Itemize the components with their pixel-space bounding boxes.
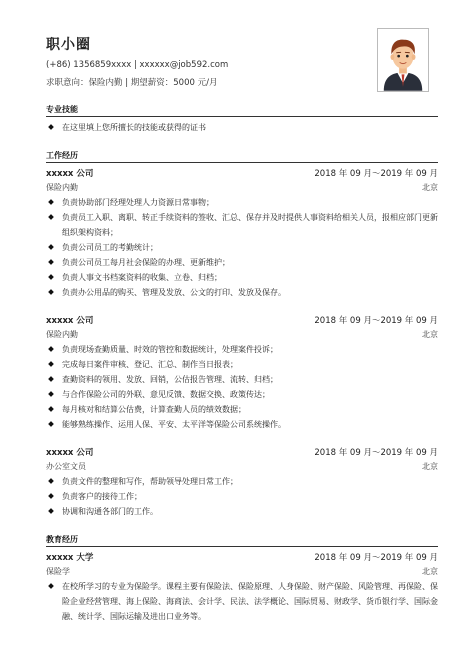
job-role: 办公室文员: [46, 462, 86, 471]
education-title: 教育经历: [46, 534, 438, 547]
company-name: xxxxx 公司: [46, 169, 94, 179]
duty-list: [46, 342, 438, 432]
work-period: 2018 年 09 月～2019 年 09 月: [314, 169, 438, 179]
work-entry-sub: [46, 181, 438, 194]
duty-item: 能够熟练操作、运用人保、平安、太平洋等保险公司系统操作。: [46, 417, 438, 432]
work-entry-header: [46, 314, 438, 328]
work-entry: [46, 314, 438, 432]
duty-item: 与合作保险公司的外联、意见反馈、数据交换、政策传达；: [46, 387, 438, 402]
job-role: 保险内勤: [46, 330, 78, 339]
profile-photo: [377, 28, 429, 92]
education-detail-item: 在校所学习的专业为保险学。课程主要有保险法、保险原理、人身保险、财产保险、风险管理、再保险、保险企业经营管理、海上保险、海商法、会计学、民法、法学概论、国际贸易、财政学、货币银行学、国际金融、统计学、国际运输及进出口业务等。: [46, 579, 438, 624]
duty-item: 每月核对和结算公估费，计算查勤人员的绩效数据；: [46, 402, 438, 417]
skills-section: [46, 104, 438, 135]
education-entry-header: [46, 551, 438, 565]
job-location: 北京: [422, 183, 438, 192]
skill-item: 在这里填上您所擅长的技能或获得的证书: [46, 120, 438, 135]
candidate-name: 职小圈: [46, 37, 91, 53]
work-entry: [46, 167, 438, 300]
duty-item: 负责办公用品的购买、管理及发放、公文的打印、发放及保存。: [46, 285, 438, 300]
job-location: 北京: [422, 462, 438, 471]
duty-item: 负责人事文书档案资料的收集、立卷、归档；: [46, 270, 438, 285]
work-title: 工作经历: [46, 150, 438, 163]
education-period: 2018 年 09 月～2019 年 09 月: [314, 553, 438, 563]
job-location: 北京: [422, 330, 438, 339]
work-entry-sub: [46, 328, 438, 341]
skills-title: 专业技能: [46, 104, 438, 117]
education-section: [46, 534, 438, 624]
work-section: [46, 150, 438, 519]
contact-info: (+86) 1356859xxxx | xxxxxx@job592.com: [46, 60, 229, 70]
company-name: xxxxx 公司: [46, 316, 94, 326]
duty-item: 协调和沟通各部门的工作。: [46, 504, 438, 519]
duty-item: 完成每日案件审核、登记、汇总、制作当日报表；: [46, 357, 438, 372]
education-entry-sub: [46, 565, 438, 578]
duty-item: 负责协助部门经理处理人力资源日常事物；: [46, 195, 438, 210]
avatar-portrait-icon: [378, 29, 428, 91]
school-name: xxxxx 大学: [46, 553, 94, 563]
company-name: xxxxx 公司: [46, 448, 94, 458]
work-period: 2018 年 09 月～2019 年 09 月: [314, 448, 438, 458]
education-location: 北京: [422, 567, 438, 576]
duty-item: 负责员工入职、离职、转正手续资料的签收、汇总、保存并及时提供人事资料给相关人员，报相应部门更新组织架构资料；: [46, 210, 438, 240]
duty-list: [46, 195, 438, 300]
work-period: 2018 年 09 月～2019 年 09 月: [314, 316, 438, 326]
duty-item: 负责公司员工每月社会保险的办理、更新维护；: [46, 255, 438, 270]
work-entry-header: [46, 167, 438, 181]
duty-item: 查勤资料的领用、发放、回销，公估报告管理、流转、归档；: [46, 372, 438, 387]
work-entry: [46, 446, 438, 519]
duty-item: 负责公司员工的考勤统计；: [46, 240, 438, 255]
education-entry: [46, 551, 438, 624]
job-role: 保险内勤: [46, 183, 78, 192]
job-intent: 求职意向：保险内勤 | 期望薪资：5000 元/月: [46, 78, 218, 88]
work-entry-sub: [46, 460, 438, 473]
education-detail-list: [46, 579, 438, 624]
duty-item: 负责现场查勤质量、时效的管控和数据统计，处理案件投诉；: [46, 342, 438, 357]
major: 保险学: [46, 567, 70, 576]
work-entry-header: [46, 446, 438, 460]
duty-item: 负责文件的整理和写作，帮助领导处理日常工作；: [46, 474, 438, 489]
skills-list: [46, 120, 438, 135]
duty-list: [46, 474, 438, 519]
duty-item: 负责客户的接待工作；: [46, 489, 438, 504]
